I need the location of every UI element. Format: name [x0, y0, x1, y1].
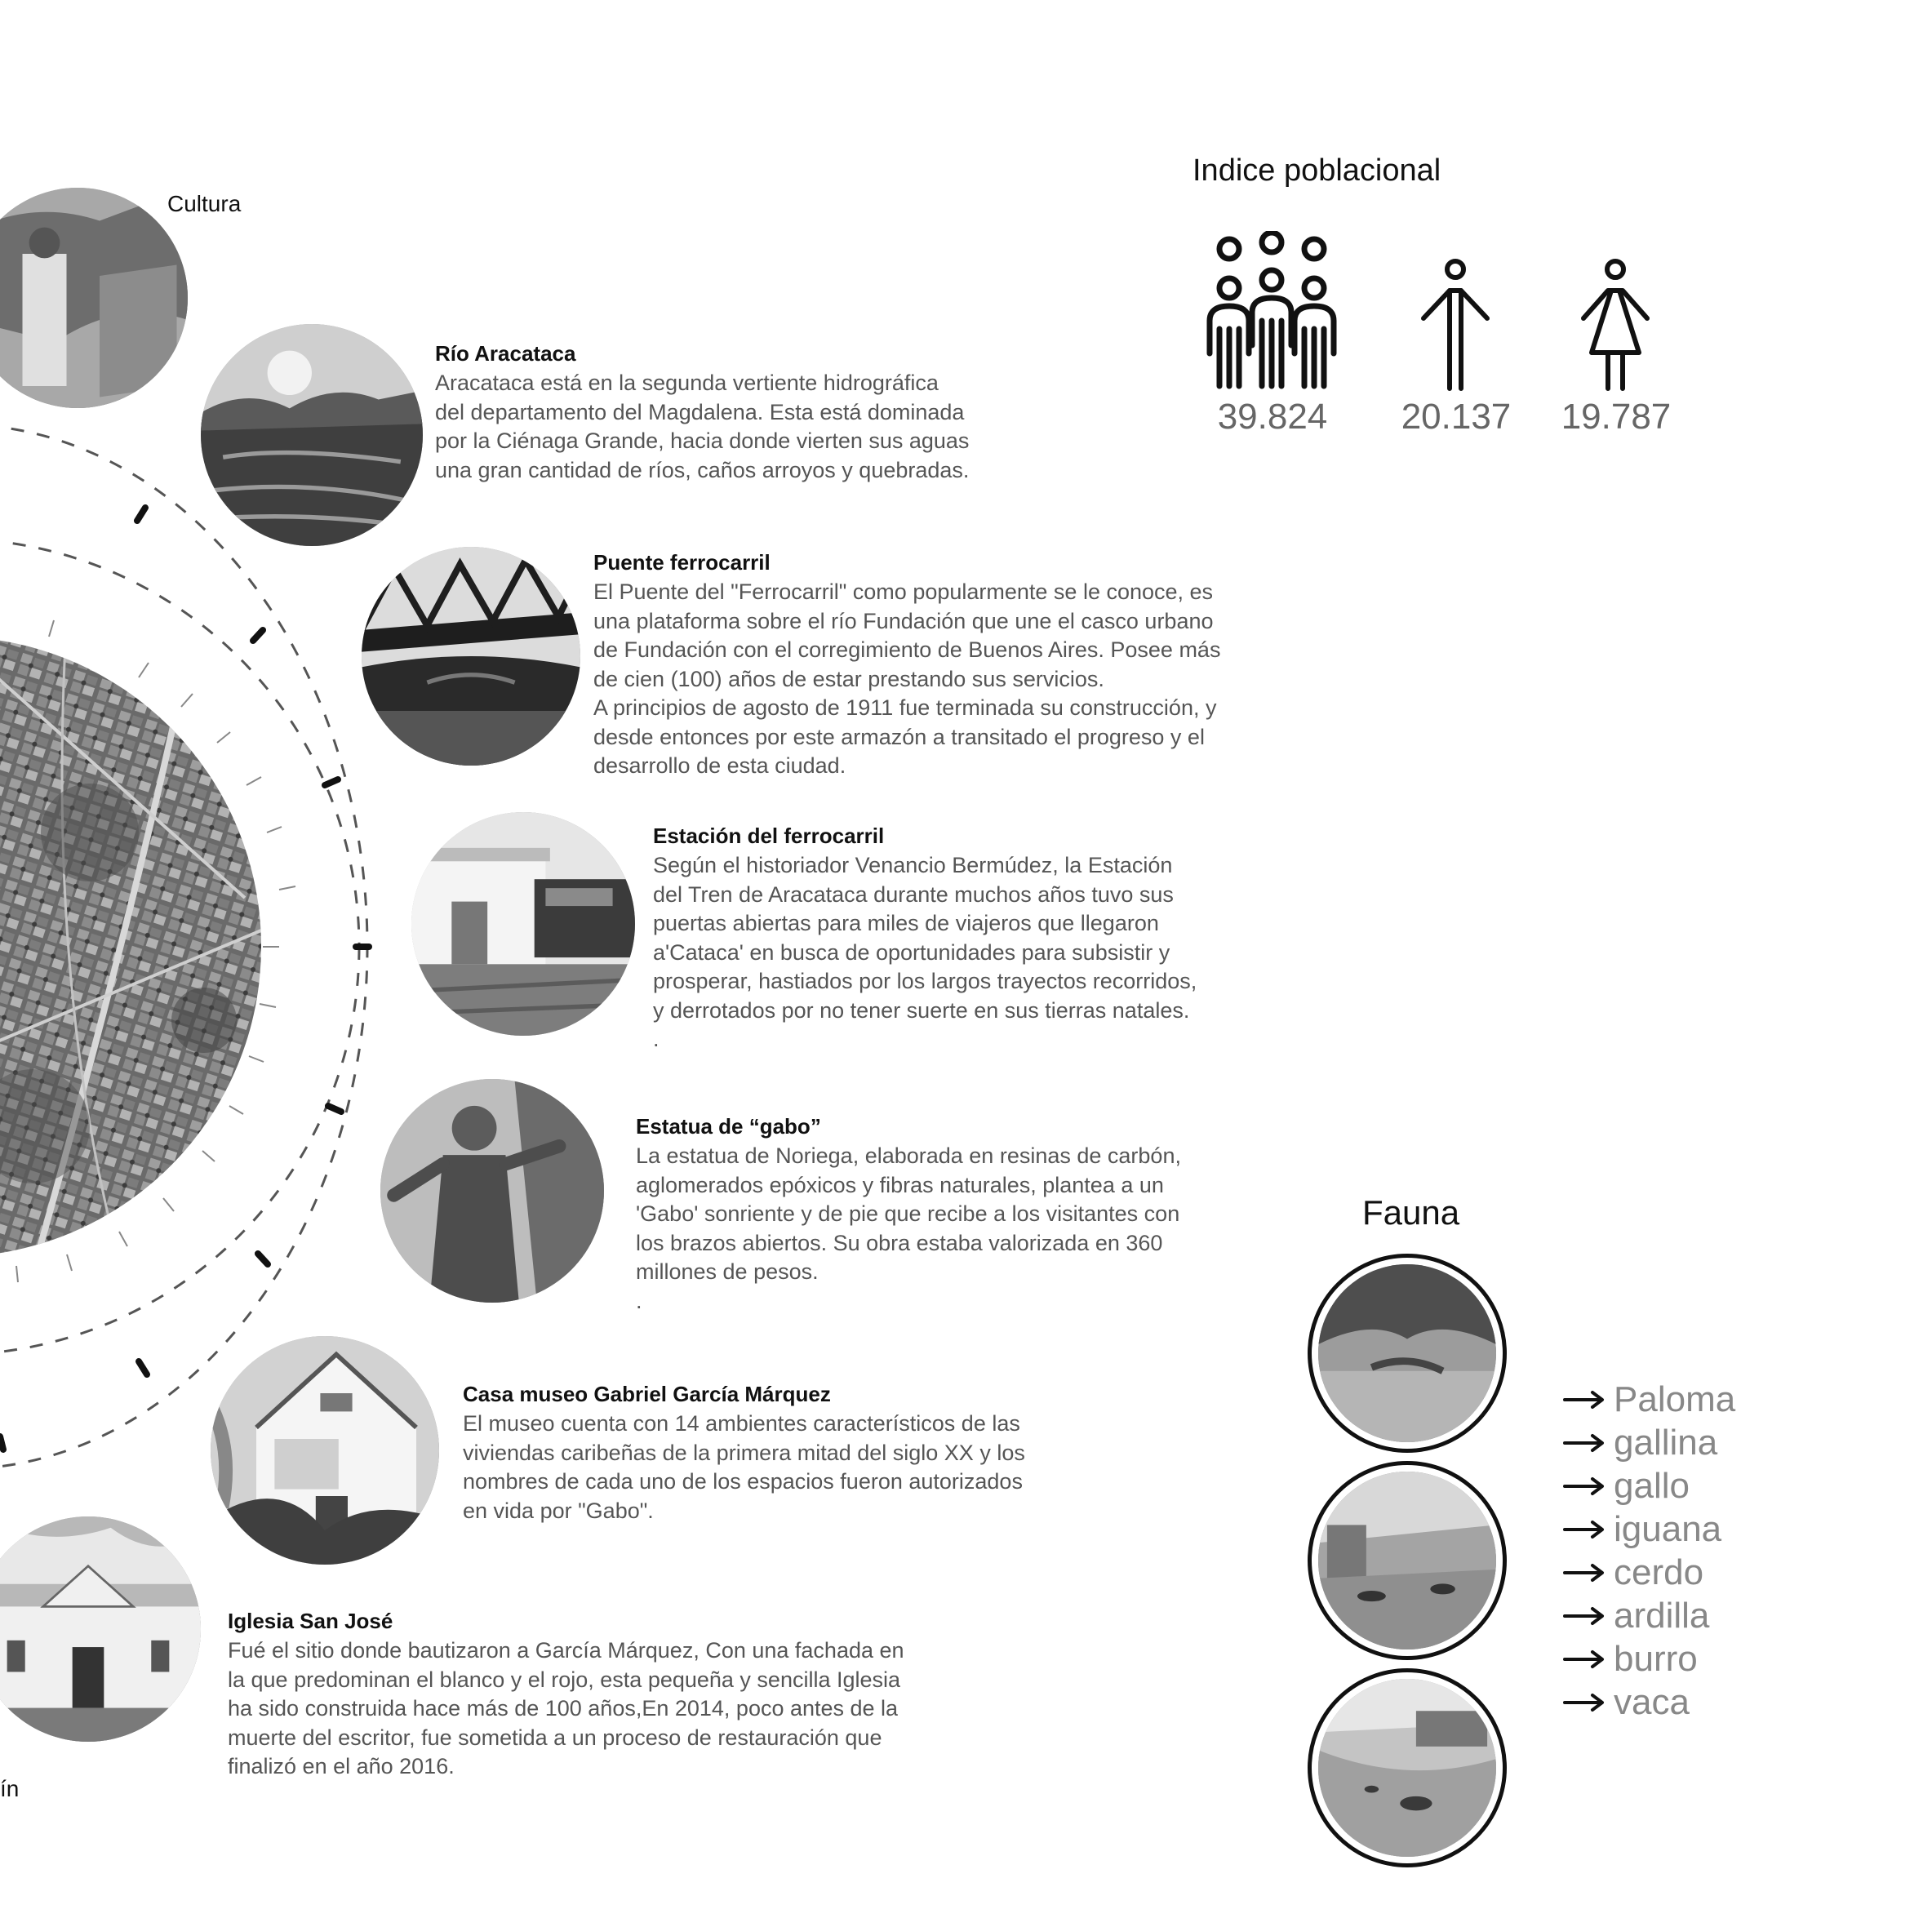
casa-museo-photo — [211, 1336, 439, 1565]
arrow-right-icon — [1563, 1520, 1606, 1539]
fauna-item — [1563, 1681, 1735, 1724]
fauna-item — [1563, 1464, 1735, 1507]
puente-ferrocarril-photo — [362, 547, 580, 766]
fauna-item-label: gallo — [1614, 1465, 1690, 1506]
group-people-icon — [1205, 231, 1339, 391]
arrow-right-icon — [1563, 1693, 1606, 1712]
fauna-item — [1563, 1421, 1735, 1464]
cultura-label: Cultura — [167, 191, 242, 216]
fauna-item — [1563, 1637, 1735, 1681]
estacion-ferrocarril-text: Según el historiador Venancio Bermúdez, la Estación del Tren de Aracataca durante muchos años tuvo sus puertas abiertas para miles de viajeros que llegaron a'Cataca' en busca de oportunidades para subsistir y prosperar, hastiados por los largos trayectos recorridos, y derrotados por no tener suerte en sus tierras natales. . — [653, 853, 1197, 1051]
estatua-gabo-title: Estatua de “gabo” — [636, 1114, 821, 1139]
arrow-right-icon — [1563, 1390, 1606, 1410]
population-title: Indice poblacional — [1193, 153, 1441, 188]
fauna-item — [1563, 1378, 1735, 1421]
arrow-right-icon — [1563, 1433, 1606, 1453]
rio-aracataca-title: Río Aracataca — [435, 341, 576, 366]
estatua-gabo-text: La estatua de Noriega, elaborada en resinas de carbón, aglomerados epóxicos y fibras naturales, plantea a un 'Gabo' sonriente y de pie que recibe a los visitantes con los brazos abiertos. Su obra estaba valorizada en 360 millones de pesos. . — [636, 1143, 1181, 1313]
fauna-item-label: Paloma — [1614, 1379, 1736, 1419]
fauna-item-label: iguana — [1614, 1508, 1722, 1549]
estacion-ferrocarril-photo — [411, 812, 635, 1036]
man-icon — [1419, 258, 1492, 392]
fauna-item-label: ardilla — [1614, 1595, 1710, 1636]
puente-ferrocarril-text: El Puente del "Ferrocarril" como popularmente se le conoce, es una plataforma sobre el río Fundación que une el casco urbano de Fundación con el corregimiento de Buenos Aires. Posee más de cien (100) años de estar prestando sus servicios. A principios de agosto de 1911 fue terminada su construcción, y desde entonces por este armazón a transitado el progreso y el desarrollo de esta ciudad. — [593, 579, 1221, 778]
rio-aracataca-text: Aracataca está en la segunda vertiente hidrográfica del departamento del Magdalena. Esta está dominada por la Ciénaga Grande, hacia donde vierten sus aguas una gran cantidad de ríos, caños arroyos y quebradas. — [435, 371, 970, 482]
fauna-photo-2 — [1308, 1461, 1507, 1660]
fauna-item-label: gallina — [1614, 1422, 1718, 1463]
population-total: 39.824 — [1217, 397, 1328, 437]
fauna-list — [1563, 1378, 1735, 1724]
fauna-item-label: burro — [1614, 1638, 1698, 1679]
puente-ferrocarril-title: Puente ferrocarril — [593, 550, 771, 575]
rio-aracataca-photo — [201, 324, 423, 546]
population-women: 19.787 — [1561, 397, 1672, 437]
fauna-photo-3 — [1308, 1668, 1507, 1867]
fauna-title: Fauna — [1362, 1193, 1460, 1232]
fauna-item-label: vaca — [1614, 1681, 1690, 1722]
woman-icon — [1579, 258, 1652, 392]
arrow-right-icon — [1563, 1606, 1606, 1626]
arrow-right-icon — [1563, 1563, 1606, 1583]
fauna-photo-1 — [1308, 1254, 1507, 1453]
casa-museo-title: Casa museo Gabriel García Márquez — [463, 1382, 831, 1406]
casa-museo-text: El museo cuenta con 14 ambientes característicos de las viviendas caribeñas de la primera mitad del siglo XX y los nombres de cada uno de los espacios fueron autorizados en vida por "Gabo". — [463, 1411, 1025, 1523]
fauna-item — [1563, 1594, 1735, 1637]
fauna-item-label: cerdo — [1614, 1552, 1704, 1592]
arrow-right-icon — [1563, 1476, 1606, 1496]
iglesia-san-jose-title: Iglesia San José — [228, 1609, 393, 1633]
estacion-ferrocarril-title: Estación del ferrocarril — [653, 824, 885, 848]
population-men: 20.137 — [1401, 397, 1512, 437]
bottom-fragment-label: ín — [0, 1776, 20, 1801]
estatua-gabo-photo — [380, 1079, 604, 1303]
fauna-item — [1563, 1551, 1735, 1594]
iglesia-san-jose-text: Fué el sitio donde bautizaron a García Márquez, Con una fachada en la que predominan el blanco y el rojo, esta pequeña y sencilla Iglesia ha sido construida hace más de 100 años,En 2014, poco antes de la muerte del escritor, fue sometida a un proceso de restauración que finalizó en el año 2016. — [228, 1638, 904, 1778]
fauna-item — [1563, 1507, 1735, 1551]
arrow-right-icon — [1563, 1649, 1606, 1669]
